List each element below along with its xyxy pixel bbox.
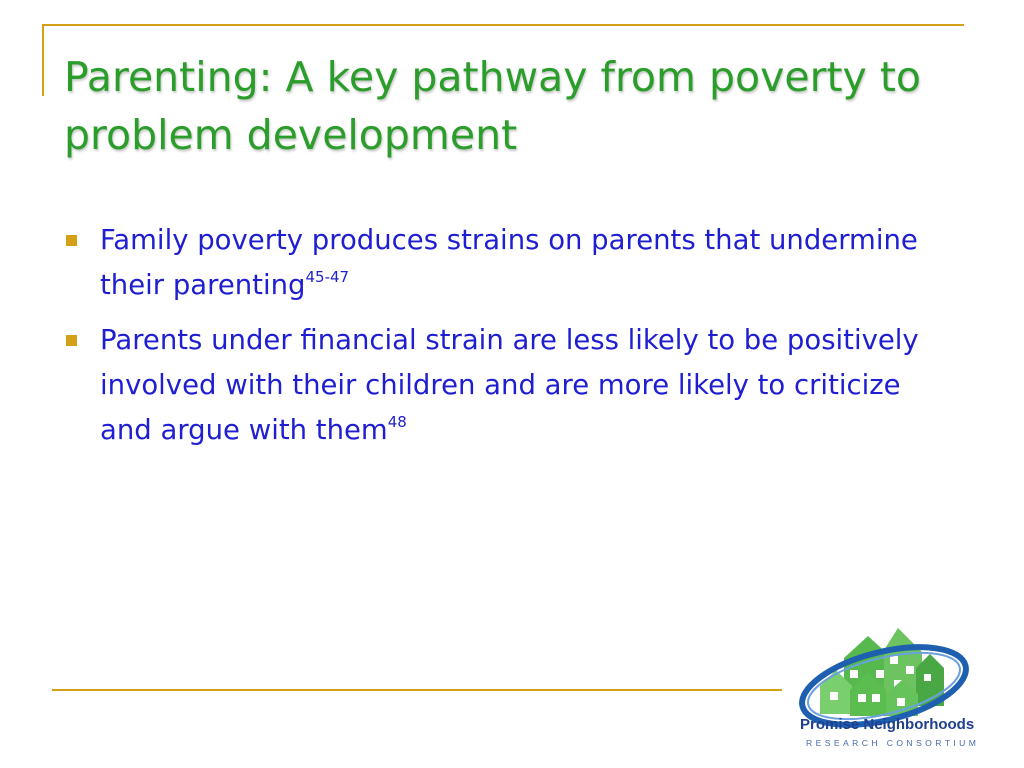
logo-subtitle: RESEARCH CONSORTIUM — [806, 738, 980, 748]
bullet-text: Family poverty produces strains on parents that undermine their parenting — [100, 224, 918, 301]
slide-title: Parenting: A key pathway from poverty to problem development — [64, 53, 921, 159]
bullet-item — [66, 318, 956, 453]
citation-superscript: 48 — [387, 413, 407, 431]
citation-superscript: 45-47 — [305, 268, 350, 286]
left-accent-rule — [42, 24, 44, 96]
logo-name: Promise Neighborhoods — [800, 716, 975, 733]
bullet-square-icon — [66, 335, 77, 346]
top-accent-rule — [42, 24, 964, 26]
bullet-item — [66, 218, 956, 308]
bottom-accent-rule — [52, 689, 782, 691]
bullet-text: Parents under financial strain are less likely to be positively involved with their children and are more likely to criticize and argue with them — [100, 324, 919, 446]
bullet-list — [66, 218, 956, 463]
bullet-square-icon — [66, 235, 77, 246]
